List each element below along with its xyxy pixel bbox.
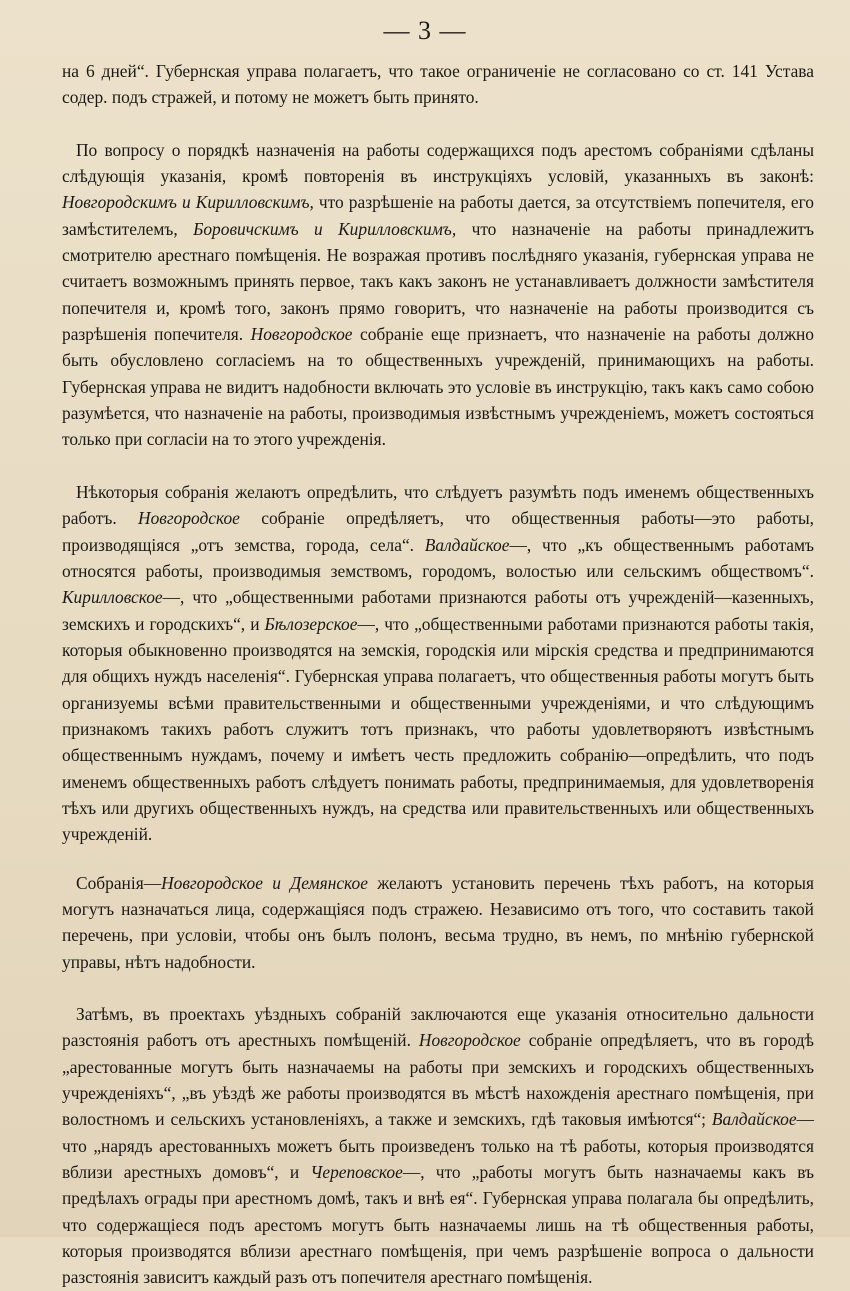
italic-text-run: Череповское xyxy=(310,1162,403,1183)
text-run: что разрѣшеніе на работы дается, за отсутствіемъ попечителя, его замѣстителемъ, xyxy=(62,192,815,239)
text-run: —, что „общественными работами признаются работы отъ учрежденій—казенныхъ, земскихъ и городскихъ“, и xyxy=(62,587,814,634)
italic-text-run: Новгородское xyxy=(138,508,240,529)
paragraph-3 xyxy=(62,479,814,848)
paragraph-2 xyxy=(62,137,814,453)
text-run: —, что „общественными работами признаются работы такія, которыя обыкновенно производятся на земскія, городскія или мірскія средства и предпринимаются для общихъ нуждъ населенія“. Губернская управа полагаетъ, что общественныя работы могутъ быть организуемы всѣми правительственными и общественными учрежденіями, и что слѣдующимъ признакомъ такихъ работъ служитъ тотъ признакъ, что работы удовлетворяютъ извѣстнымъ общественнымъ нуждамъ, почему и имѣетъ честь предложить собранію—опредѣлить, что подъ именемъ общественныхъ работъ слѣдуетъ понимать работы, предпринимаемыя, для удовлетворенія тѣхъ или другихъ общественныхъ нуждъ, на средства или правительственныхъ или общественныхъ учрежденій. xyxy=(62,613,815,845)
document-body xyxy=(62,58,814,1291)
italic-text-run: Новгородское и Демянское xyxy=(161,872,368,893)
paragraph-gap xyxy=(62,975,814,1001)
paragraph-1 xyxy=(62,58,814,111)
paragraph-gap xyxy=(62,848,814,870)
paragraph-gap xyxy=(62,453,814,479)
text-run: собраніе опредѣляетъ, что въ городѣ „арестованные могутъ быть назначаемы на работы при земскихъ и городскихъ общественныхъ учрежденіяхъ“, „въ уѣздѣ же работы производятся въ мѣстѣ нахожденія арестнаго помѣщенія, при волостномъ и сельскихъ установленіяхъ, а также и земскихъ, гдѣ таковыя имѣются“; xyxy=(62,1030,814,1130)
italic-text-run: Кирилловское xyxy=(62,587,163,608)
text-run: собраніе еще признаетъ, что назначеніе на работы должно быть обусловлено согласіемъ на то общественныхъ учрежденій, принимающихъ на работы. Губернская управа не видитъ надобности включать это условіе въ инструкцію, такъ какъ само собою разумѣется, что назначеніе на работы, производимыя извѣстнымъ учрежденіемъ, можетъ состояться только при согласіи на то этого учрежденія. xyxy=(62,324,814,450)
paragraph-4 xyxy=(62,870,814,975)
italic-text-run: Новгородское xyxy=(250,324,353,345)
text-run: желаютъ установить перечень тѣхъ работъ, на которыя могутъ назначаться лица, содержащіяся подъ стражею. Независимо отъ того, что составить такой перечень, при условіи, чтобы онъ былъ полонъ, весьма трудно, въ немъ, по мнѣнію губернской управы, нѣтъ надобности. xyxy=(62,872,814,972)
italic-text-run: Новгородскимъ и Кирилловскимъ, xyxy=(62,192,314,213)
paragraph-gap xyxy=(62,111,814,137)
page-number: — 3 — xyxy=(383,16,467,45)
paragraph-5 xyxy=(62,1001,814,1291)
text-run: Затѣмъ, въ проектахъ уѣздныхъ собраній заключаются еще указанія относительно дальности разстоянія работъ отъ арестныхъ помѣщеній. xyxy=(62,1004,814,1051)
text-run: —, что „къ общественнымъ работамъ относятся работы, производимыя земствомъ, городомъ, волостью или сельскимъ обществомъ“. xyxy=(62,534,814,581)
text-run: что назначеніе на работы принадлежитъ смотрителю арестнаго помѣщенія. Не возражая противъ послѣдняго указанія, губернская управа не считаетъ возможнымъ принять первое, такъ какъ законъ не устанавливаетъ должности замѣстителя попечителя и, кромѣ того, законъ прямо говоритъ, что назначеніе на работы производится съ разрѣшенія попечителя. xyxy=(62,218,814,345)
italic-text-run: Боровичскимъ и Кирилловскимъ, xyxy=(193,218,457,239)
italic-text-run: Валдайское xyxy=(424,534,510,555)
text-run: на 6 дней“. Губернская управа полагаетъ, что такое ограниченіе не согласовано со ст. 141 Устава содер. подъ стражей, и потому не можетъ быть принято. xyxy=(62,61,814,108)
text-run: —что „нарядъ арестованныхъ можетъ быть произведенъ только на тѣ работы, которыя производятся вблизи арестныхъ домовъ“, и xyxy=(62,1109,814,1183)
text-run: Нѣкоторыя собранія желаютъ опредѣлить, что слѣдуетъ разумѣть подъ именемъ общественныхъ работъ. xyxy=(62,481,814,529)
text-run: По вопросу о порядкѣ назначенія на работы содержащихся подъ арестомъ собраніями сдѣланы слѣдующія указанія, кромѣ повторенія въ инструкціяхъ условій, указанныхъ въ законѣ: xyxy=(62,139,814,187)
text-run: Собранія— xyxy=(76,872,162,893)
italic-text-run: Валдайское xyxy=(711,1109,797,1130)
text-run: —, что „работы могутъ быть назначаемы какъ въ предѣлахъ ограды при арестномъ домѣ, такъ и внѣ ея“. Губернская управа полагала бы опредѣлить, что содержащіеся подъ арестомъ могутъ быть назначаемы лишь на тѣ общественныя работы, которыя производятся вблизи арестнаго помѣщенія, при чемъ разрѣшеніе вопроса о дальности разстоянія зависитъ каждый разъ отъ попечителя арестнаго помѣщенія. xyxy=(62,1162,814,1288)
italic-text-run: Бѣлозерское xyxy=(264,613,358,634)
text-run: собраніе опредѣляетъ, что общественныя работы—это работы, производящіяся „отъ земства, города, села“. xyxy=(62,508,814,555)
italic-text-run: Новгородское xyxy=(418,1030,521,1051)
